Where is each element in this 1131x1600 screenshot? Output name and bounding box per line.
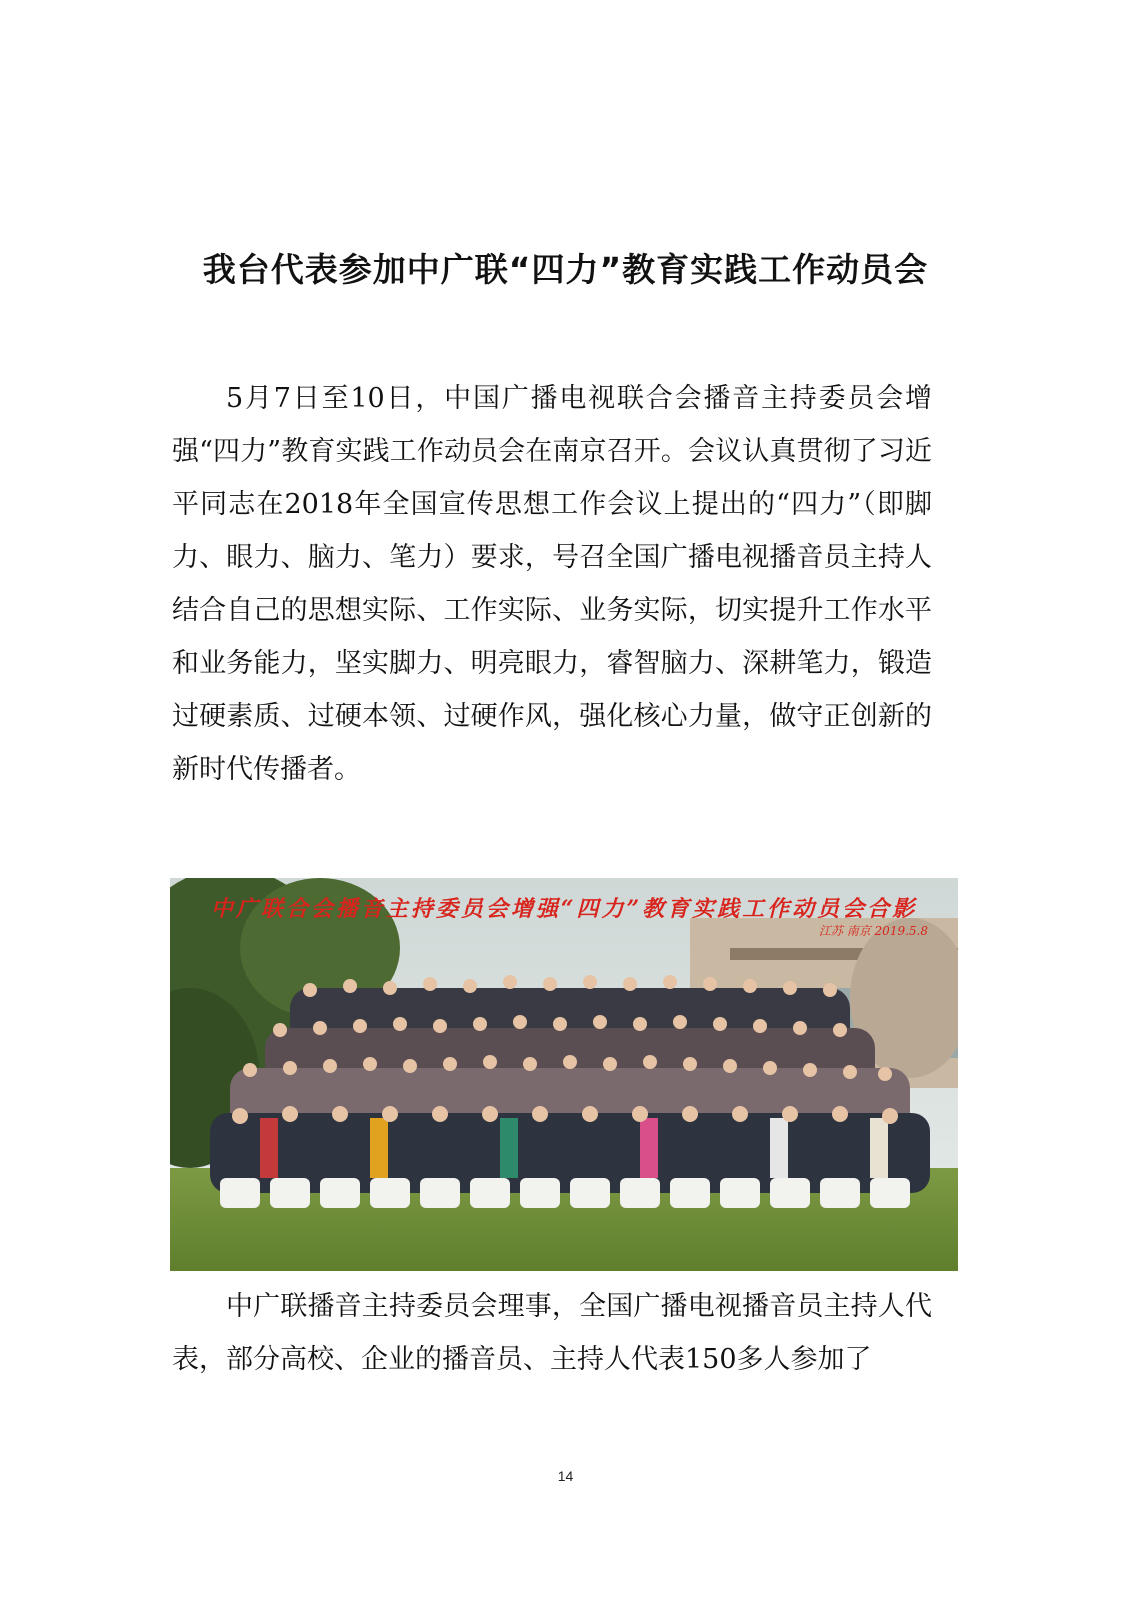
photo-date: 江苏 南京 2019.5.8	[818, 924, 928, 938]
photo-caption: 中广联合会播音主持委员会增强“四力”教育实践工作动员会合影	[210, 896, 918, 922]
article-title: 我台代表参加中广联“四力”教育实践工作动员会	[202, 250, 929, 290]
body-paragraph-1: 5月7日至10日，中国广播电视联合会播音主持委员会增强“四力”教育实践工作动员会在南京召开。会议认真贯彻了习近平同志在2018年全国宣传思想工作会议上提出的“四力”（即脚力、眼力、脑力、笔力）要求，号召全国广播电视播音员主持人结合自己的思想实际、工作实际、业务实际，切实提升工作水平和业务能力，坚实脚力、明亮眼力，睿智脑力、深耕笔力，锻造过硬素质、过硬本领、过硬作风，强化核心力量，做守正创新的新时代传播者。	[172, 383, 932, 785]
group-photo	[170, 878, 958, 1271]
page-number: 14	[557, 1468, 574, 1484]
body-paragraph-2: 中广联播音主持委员会理事，全国广播电视播音员主持人代表，部分高校、企业的播音员、主持人代表150多人参加了	[172, 1291, 932, 1375]
